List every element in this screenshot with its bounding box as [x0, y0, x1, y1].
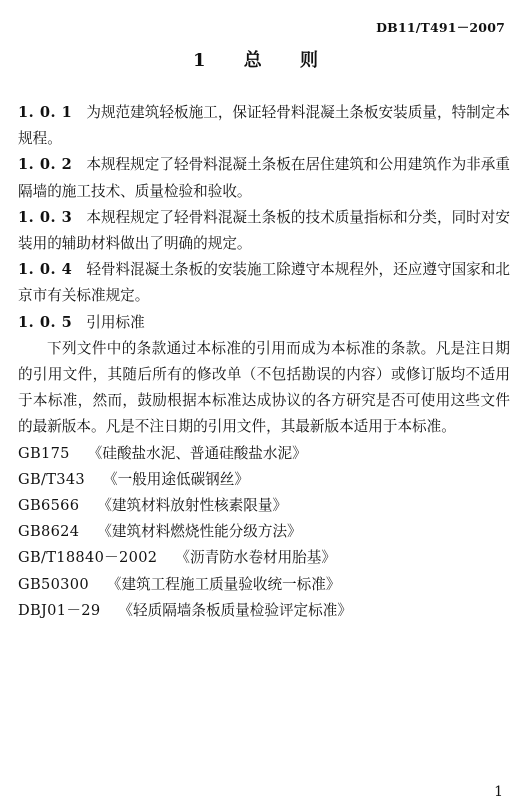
- reference-title: 《建筑材料燃烧性能分级方法》: [97, 523, 302, 541]
- clause-1-0-2: [18, 152, 510, 204]
- reference-title: 《硅酸盐水泥、普通硅酸盐水泥》: [87, 444, 307, 462]
- clause-number: 1. 0. 1: [18, 104, 73, 121]
- reference-item: [18, 441, 510, 467]
- clause-text: 本规程规定了轻骨料混凝土条板的技术质量指标和分类，同时对安装用的辅助材料做出了明确的规定。: [18, 208, 510, 253]
- reference-title: 《建筑工程施工质量验收统一标准》: [106, 575, 341, 593]
- clause-text: 引用标准: [86, 313, 145, 331]
- chapter-title: 1 总 则: [192, 50, 335, 71]
- reference-code: GB8624: [18, 523, 80, 541]
- clause-number: 1. 0. 2: [18, 156, 73, 174]
- reference-code: GB/T18840－2002: [18, 549, 158, 567]
- document-body: [18, 100, 510, 624]
- document-code: DB11/T491－2007: [376, 20, 505, 35]
- reference-title: 《一般用途低碳钢丝》: [103, 470, 249, 488]
- clause-text: 为规范建筑轻板施工，保证轻骨料混凝土条板安装质量，特制定本规程。: [18, 104, 510, 148]
- clause-1-0-5: [18, 310, 510, 336]
- clause-1-0-4: [18, 257, 510, 309]
- page-number: 1: [494, 784, 503, 800]
- clause-number: 1. 0. 3: [18, 208, 73, 226]
- reference-title: 《轻质隔墙条板质量检验评定标准》: [118, 601, 352, 619]
- reference-code: GB175: [18, 444, 70, 462]
- reference-intro: 下列文件中的条款通过本标准的引用而成为本标准的条款。凡是注日期的引用文件，其随后所有的修改单（不包括勘误的内容）或修订版均不适用于本标准，然而，鼓励根据本标准达成协议的各方研究是否可使用这些文件的最新版本。凡是不注日期的引用文件，其最新版本适用于本标准。: [18, 339, 510, 436]
- reference-code: GB6566: [18, 497, 80, 515]
- reference-code: DBJ01－29: [18, 601, 101, 619]
- reference-item: [18, 467, 510, 493]
- clause-text: 轻骨料混凝土条板的安装施工除遵守本规程外，还应遵守国家和北京市有关标准规定。: [18, 261, 510, 305]
- reference-item: [18, 519, 510, 545]
- clause-text: 本规程规定了轻骨料混凝土条板在居住建筑和公用建筑作为非承重隔墙的施工技术、质量检验和验收。: [18, 156, 510, 200]
- reference-title: 《沥青防水卷材用胎基》: [175, 549, 336, 567]
- clause-1-0-1: [18, 100, 510, 152]
- reference-title: 《建筑材料放射性核素限量》: [97, 497, 288, 515]
- reference-item: [18, 545, 510, 571]
- reference-code: GB50300: [18, 575, 89, 593]
- clause-number: 1. 0. 5: [18, 313, 73, 331]
- reference-item: [18, 598, 510, 624]
- reference-item: [18, 493, 510, 519]
- clause-1-0-3: [18, 205, 510, 257]
- reference-code: GB/T343: [18, 470, 85, 488]
- clause-number: 1. 0. 4: [18, 261, 73, 279]
- reference-item: [18, 572, 510, 598]
